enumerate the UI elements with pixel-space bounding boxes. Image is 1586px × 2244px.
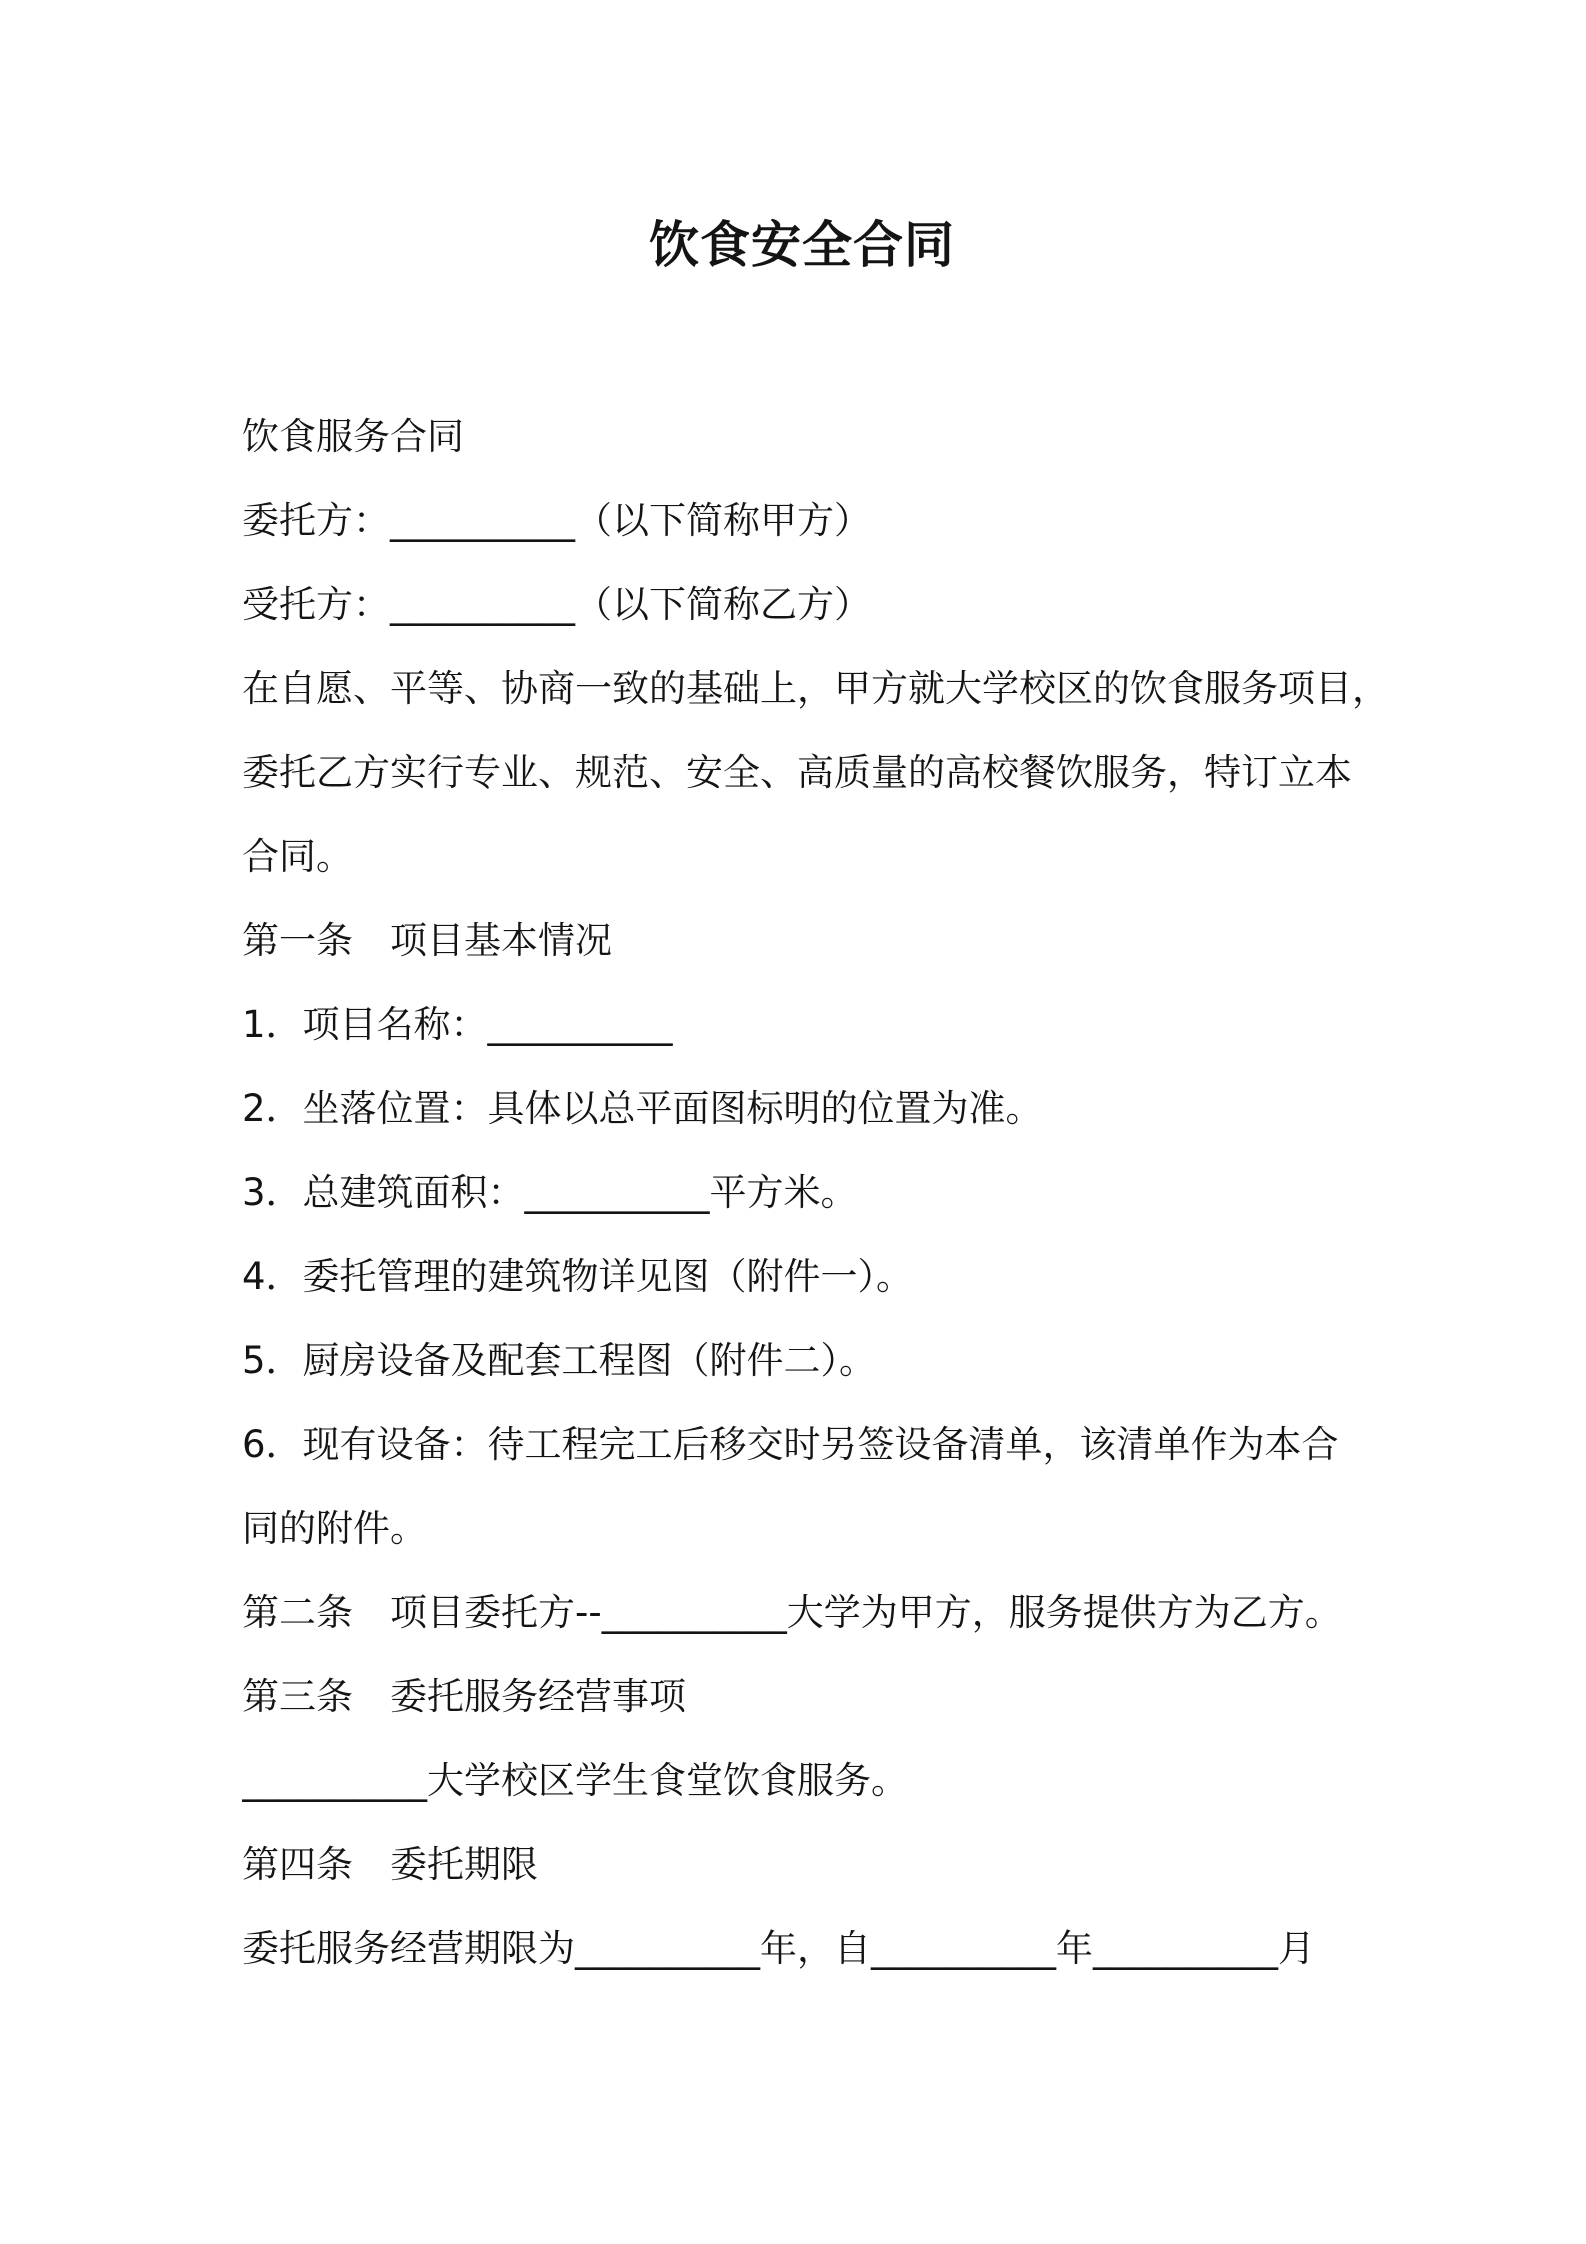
article-1-item-5: 5．厨房设备及配套工程图（附件二）。 — [242, 1339, 877, 1382]
contract-body — [242, 395, 1402, 1991]
preamble-line-3: 合同。 — [242, 835, 353, 878]
article-1-item-6-line-1: 6．现有设备：待工程完工后移交时另签设备清单，该清单作为本合 — [242, 1423, 1339, 1466]
contract-title: 饮食安全合同 — [649, 216, 955, 274]
article-1-heading: 第一条 项目基本情况 — [242, 919, 612, 962]
article-4-heading: 第四条 委托期限 — [242, 1843, 538, 1886]
article-1-item-3: 3．总建筑面积：__________平方米。 — [242, 1171, 858, 1214]
article-4-text: 委托服务经营期限为__________年，自__________年__________月 — [242, 1927, 1315, 1970]
article-3-heading: 第三条 委托服务经营事项 — [242, 1675, 686, 1718]
contractor-party-line: 受托方：__________（以下简称乙方） — [242, 583, 871, 626]
preamble-line-2: 委托乙方实行专业、规范、安全、高质量的高校餐饮服务，特订立本 — [242, 751, 1352, 794]
article-3-text: __________大学校区学生食堂饮食服务。 — [242, 1759, 908, 1802]
article-1-item-6-line-2: 同的附件。 — [242, 1507, 427, 1550]
article-1-item-2: 2．坐落位置：具体以总平面图标明的位置为准。 — [242, 1087, 1043, 1130]
contract-subheading: 饮食服务合同 — [242, 415, 464, 458]
preamble-line-1: 在自愿、平等、协商一致的基础上，甲方就大学校区的饮食服务项目， — [242, 667, 1389, 710]
article-1-item-1: 1．项目名称：__________ — [242, 1003, 673, 1046]
article-1-item-4: 4．委托管理的建筑物详见图（附件一）。 — [242, 1255, 914, 1298]
article-2-text: 第二条 项目委托方--__________大学为甲方，服务提供方为乙方。 — [242, 1591, 1342, 1634]
client-party-line: 委托方：__________（以下简称甲方） — [242, 499, 871, 542]
